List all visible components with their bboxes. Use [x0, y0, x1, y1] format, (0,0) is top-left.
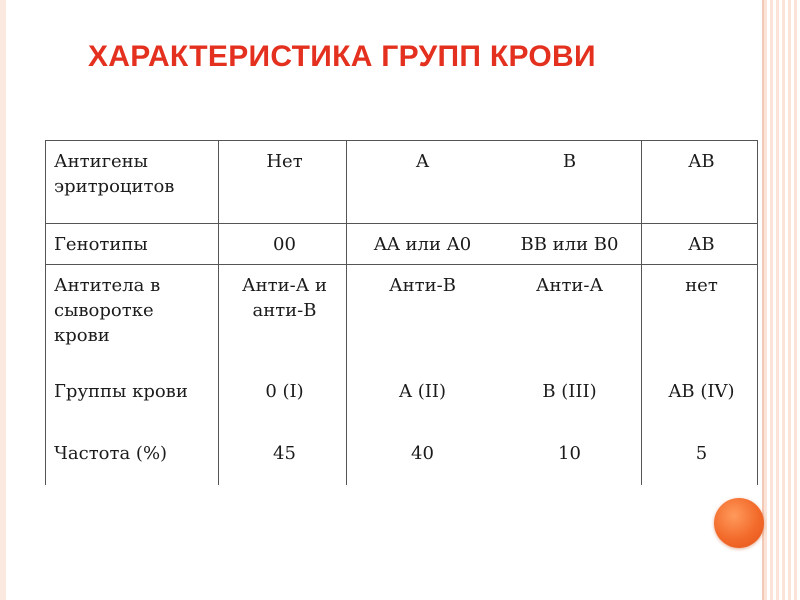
table-cell: 00	[219, 224, 347, 265]
row-label-antibodies: Антитела в сыворотке крови	[46, 265, 219, 372]
table-cell: 0 (I)	[219, 371, 347, 433]
table-cell: AA или A0	[347, 224, 495, 265]
table-row	[46, 224, 758, 265]
table-cell: Анти-В	[389, 275, 456, 296]
row-label-antigens: Антигены эритроцитов	[46, 141, 219, 224]
table-row	[46, 265, 758, 372]
table-cell: AB	[642, 141, 758, 224]
table-cell: B (III)	[542, 381, 597, 402]
table-cell: B	[494, 141, 642, 224]
table-row	[46, 433, 758, 485]
decorative-orange-circle	[714, 498, 764, 548]
table-cell: AB (IV)	[642, 371, 758, 433]
right-frame-stripes	[764, 0, 800, 600]
table-cell: нет	[642, 265, 758, 372]
row-label-frequency: Частота (%)	[46, 433, 219, 485]
table-cell: A	[347, 141, 495, 224]
table-cell: Анти-А	[535, 275, 604, 296]
slide-title: ХАРАКТЕРИСТИКА ГРУПП КРОВИ	[88, 40, 596, 73]
table-cell: 45	[219, 433, 347, 485]
table-cell: A (II)	[399, 381, 446, 402]
table-cell: Нет	[219, 141, 347, 224]
table-row	[46, 141, 758, 224]
table-row	[46, 371, 758, 433]
table-cell: Анти-А и анти-В	[219, 265, 347, 372]
table-cell: 40	[411, 443, 434, 464]
table-cell: 10	[558, 443, 581, 464]
row-label-genotypes: Генотипы	[46, 224, 219, 265]
row-label-blood-groups: Группы крови	[46, 371, 219, 433]
table-cell: 5	[642, 433, 758, 485]
blood-groups-table	[45, 140, 758, 485]
left-frame-border	[0, 0, 6, 600]
table-cell: AB	[642, 224, 758, 265]
table-cell: BB или B0	[494, 224, 642, 265]
